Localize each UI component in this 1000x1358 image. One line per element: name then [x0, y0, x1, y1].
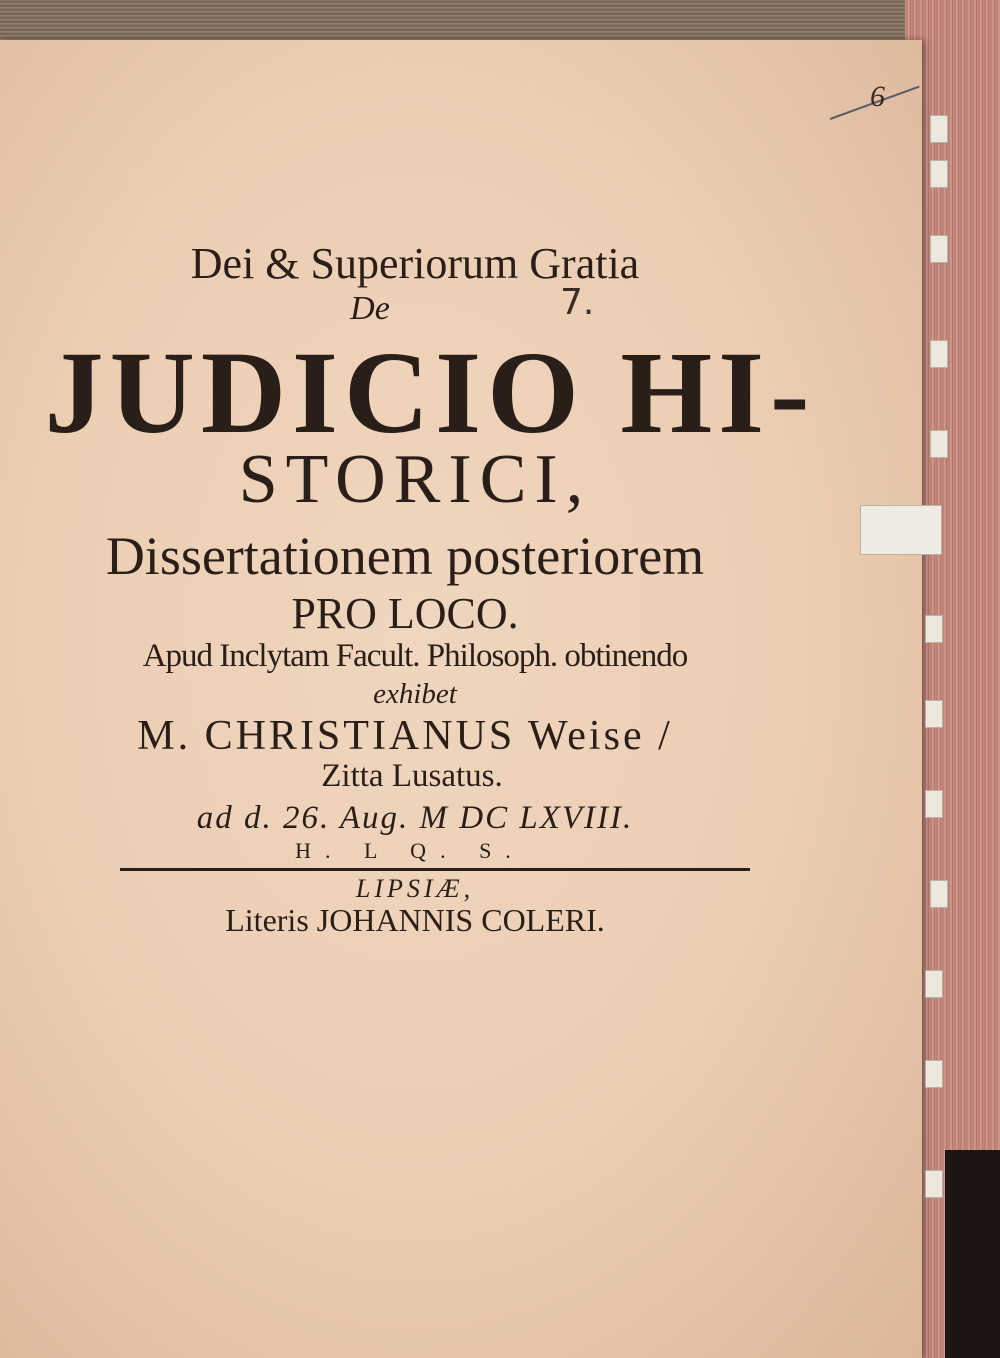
bookmark-tab: [925, 970, 943, 998]
printer-line: Literis JOHANNIS COLERI.: [225, 902, 605, 938]
pro-loco-line: PRO LOCO.: [291, 589, 519, 638]
origin-line: Zitta Lusatus.: [321, 758, 503, 794]
bookmark-tab: [930, 115, 948, 143]
preposition-line: De: [350, 290, 390, 327]
bookmark-tab: [925, 1060, 943, 1088]
hlqs-line: H. L Q. S.: [295, 838, 525, 863]
number-mark: 7.: [560, 282, 595, 323]
faculty-line: Apud Inclytam Facult. Philosoph. obtinendo: [142, 638, 688, 674]
background-shadow: [945, 1150, 1000, 1358]
author-line: M. CHRISTIANUS Weise /: [137, 713, 673, 759]
main-title-part1: JUDICIO HI-: [44, 327, 816, 458]
dissertation-line: Dissertationem posteriorem: [105, 526, 705, 586]
bookmark-tab: [925, 790, 943, 818]
bookmark-tab: [925, 1170, 943, 1198]
bookmark-tab: [925, 700, 943, 728]
bookmark-tab: [925, 615, 943, 643]
exhibet-line: exhibet: [373, 678, 457, 710]
dedication-line: Dei & Superiorum Gratia: [190, 239, 640, 288]
bookmark-tab: [930, 235, 948, 263]
bookmark-tab: [930, 880, 948, 908]
margin-note: 6: [870, 80, 885, 113]
divider-rule: [120, 868, 750, 871]
place-line: LIPSIÆ,: [355, 874, 475, 903]
main-title-part2: STORICI,: [238, 441, 592, 518]
bookmark-tab: [930, 340, 948, 368]
date-line: ad d. 26. Aug. M DC LXVIII.: [196, 800, 634, 836]
bookmark-tab: [930, 160, 948, 188]
bookmark-tab: [930, 430, 948, 458]
